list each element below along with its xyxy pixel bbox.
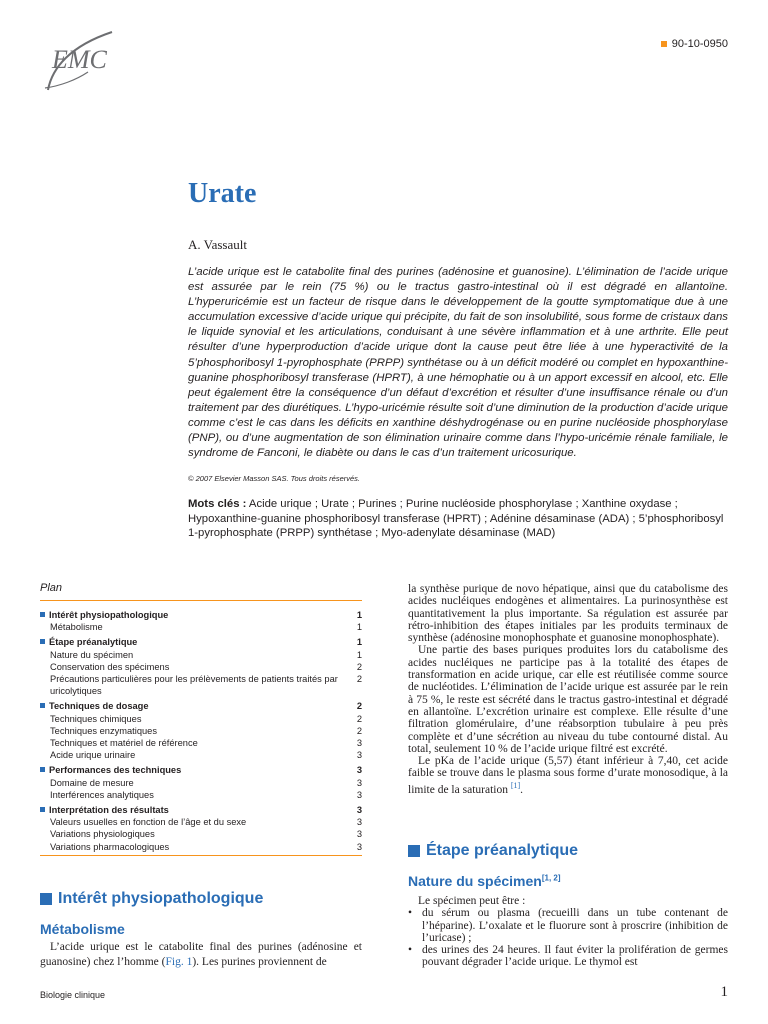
figure-link[interactable]: Fig. 1: [165, 956, 193, 969]
plan-entry-page: 1: [356, 622, 362, 633]
plan-entry-label: Acide urique urinaire: [50, 750, 136, 761]
plan-entry-page: 3: [356, 765, 362, 776]
plan-subsection[interactable]: [40, 737, 362, 749]
plan-entry-page: 3: [356, 829, 362, 840]
plan-entry-page: 3: [356, 805, 362, 816]
keywords: [188, 497, 728, 541]
reference-link[interactable]: [1]: [510, 780, 521, 790]
heading-metabolisme: Métabolisme: [40, 921, 125, 937]
plan-subsection[interactable]: [40, 725, 362, 737]
plan-entry-page: 1: [356, 610, 362, 620]
plan-subsection[interactable]: [40, 789, 362, 801]
plan-entry-page: 3: [356, 789, 362, 800]
plan-entry-label: Conservation des spécimens: [50, 661, 170, 672]
footer-journal: Biologie clinique: [40, 990, 106, 1000]
logo-text: EMC: [52, 45, 107, 74]
plan-entry-page: 3: [356, 817, 362, 828]
heading-nature-text: Nature du spécimen: [408, 873, 542, 889]
specimen-list: [408, 907, 728, 968]
heading-square-icon: [408, 845, 420, 857]
plan-entry-label: Variations pharmacologiques: [50, 841, 170, 852]
copyright: © 2007 Elsevier Masson SAS. Tous droits réservés.: [188, 474, 360, 483]
abstract: L’acide urique est le catabolite final des purines (adénosine et guanosine). L’élimination de l’acide urique est assurée par le rein (75 %) ou le tractus gastro-intestinal où il est dégradé en allantoïne. L’hyperuricémie est un facteur de risque dans le développement de la goutte symptomatique due à une accumulation excessive d’acide urique qui précipite, du fait de son insolubilité, sous forme de cristaux dans le liquide synovial et les articulations, conduisant à une sévère inflammation et à une arthrite. Elle peut résulter d’une hyperproduction d’acide urique dont la cause peut être liée à une hyperactivité de la 5’phosphoribosyl 1-pyrophosphate (PRPP) synthétase ou à un déficit modéré ou complet en hypoxanthine-guanine phosphoribosyl transferase (HPRT), à une hémophatie ou à un apport excessif en alcool, etc. Elle peut également être la conséquence d’un défaut d’excrétion et résulter d’une insuffisance rénale ou d’un traitement par des diurétiques. L’hypo-uricémie résulte soit d’une diminution de la production d’acide urique comme c’est le cas dans les déficits en xanthine déshydrogénase ou en purine nucléoside phosphorylase (PNP), ou d’une augmentation de son élimination urinaire comme dans l’hypo-uricémie rénale familiale, le syndrome de Fanconi, le diabète ou dans le cas d’un traitement uricosurique.: [188, 266, 728, 460]
plan-entry-page: 1: [356, 649, 362, 660]
plan-entry-page: 1: [356, 637, 362, 648]
plan-box: [40, 582, 362, 856]
plan-entry-label: Variations physiologiques: [50, 829, 155, 840]
plan-entry-page: 2: [356, 674, 362, 685]
reference-link[interactable]: [1, 2]: [541, 873, 561, 883]
plan-entry-page: 2: [356, 725, 362, 736]
heading-square-icon: [40, 893, 52, 905]
plan-entry-page: 3: [356, 750, 362, 761]
specimen-intro: Le spécimen peut être :: [418, 895, 526, 907]
plan-entry-label: Nature du spécimen: [50, 649, 134, 660]
specimen-section: [408, 895, 728, 969]
plan-entry-label: Techniques de dosage: [40, 700, 348, 712]
plan-entry-label: Valeurs usuelles en fonction de l’âge et du sexe: [50, 817, 247, 828]
document-id-text: 90-10-0950: [671, 38, 728, 50]
right-column: [408, 583, 728, 796]
plan-section[interactable]: [40, 764, 362, 776]
page-number: 1: [720, 984, 728, 1000]
plan-section[interactable]: [40, 700, 362, 712]
plan-entry-page: 2: [356, 661, 362, 672]
plan-entry-page: 3: [356, 738, 362, 749]
plan-entry-label: Techniques chimiques: [50, 713, 142, 724]
plan-subsection[interactable]: [40, 713, 362, 725]
plan-entry-label: Interférences analytiques: [50, 789, 154, 800]
plan-title: Plan: [40, 582, 362, 601]
metabolisme-paragraph: [40, 940, 362, 970]
heading-interet-text: Intérêt physiopathologique: [58, 890, 264, 907]
plan-subsection[interactable]: [40, 621, 362, 633]
plan-entry-label: Précautions particulières pour les prélèvements de patients traités par uricolytiques: [50, 674, 338, 697]
plan-subsection[interactable]: [40, 828, 362, 840]
plan-section[interactable]: [40, 636, 362, 648]
article-author: A. Vassault: [188, 237, 247, 252]
plan-subsection[interactable]: [40, 841, 362, 853]
para3-end: .: [520, 783, 524, 796]
keywords-label: Mots clés :: [188, 498, 247, 510]
plan-entry-page: 3: [356, 841, 362, 852]
orange-square-icon: [661, 41, 667, 47]
keywords-text: Acide urique ; Urate ; Purines ; Purine nucléoside phosphorylase ; Xanthine oxydase ; Hypoxanthine-guanine phosphoribosyl transferase (HPRT) ; Adénine désaminase (ADA) ; 5’phosphoribosyl 1-pyrophosphate (PRPP) synthétase ; Myo-adenylate désaminase (MAD): [188, 498, 724, 540]
para-text-2: ). Les purines proviennent de: [192, 956, 327, 969]
specimen-list-item: • du sérum ou plasma (recueilli dans un tube contenant de l’héparine). L’oxalate et le fluorure sont à proscrire (inhibition de l’uricase) ;: [408, 907, 728, 944]
plan-subsection[interactable]: [40, 661, 362, 673]
article-title: Urate: [188, 178, 257, 209]
right-paragraph-3: [408, 755, 728, 796]
plan-entry-label: Interprétation des résultats: [40, 804, 348, 816]
plan-entry-label: Techniques enzymatiques: [50, 725, 157, 736]
heading-nature: [408, 873, 561, 889]
plan-entry-label: Intérêt physiopathologique: [40, 609, 348, 621]
plan-subsection[interactable]: [40, 749, 362, 761]
plan-subsection[interactable]: [40, 673, 362, 697]
heading-etape-text: Étape préanalytique: [426, 842, 579, 859]
plan-entry-label: Domaine de mesure: [50, 777, 134, 788]
heading-interet: [40, 890, 263, 908]
plan-entry-label: Étape préanalytique: [40, 636, 348, 648]
emc-logo: [40, 28, 120, 98]
specimen-list-item: • des urines des 24 heures. Il faut éviter la prolifération de germes pouvant dégrader l’acide urique. Le thymol est: [408, 944, 728, 969]
plan-subsection[interactable]: [40, 777, 362, 789]
para3-text: Le pKa de l’acide urique (5,57) étant inférieur à 7,40, cet acide faible se trouve dans le plasma sous forme d’urate monosodique, à la limite de la saturation: [408, 755, 728, 796]
plan-entry-page: 2: [356, 713, 362, 724]
plan-entry-page: 2: [356, 701, 362, 712]
right-paragraph-2: Une partie des bases puriques produites lors du catabolisme des acides nucléiques ne participe pas à la totalité des étapes de transformation en acide urique, car elle est réutilisée comme source de nucléotides. L’élimination de l’acide urique est assurée par le rein à 75 %, le reste est sécrété dans le tractus gastro-intestinal et dégradé en allantoïne. L’excrétion urinaire est complexe. Elle résulte d’une filtration glomérulaire, d’une réabsorption tubulaire à peu près complète et d’une sécrétion au niveau du tube contourné distal. Au total, seulement 10 % de l’acide urique filtré est excrété.: [408, 644, 728, 755]
plan-entry-page: 3: [356, 777, 362, 788]
para-text-1: L’acide urique est le catabolite final des purines (adénosine et guanosine) chez l’homme (: [40, 941, 362, 969]
plan-entry-label: Performances des techniques: [40, 764, 348, 776]
heading-etape: [408, 842, 578, 860]
plan-entry-label: Métabolisme: [50, 622, 103, 633]
document-id: [661, 38, 728, 50]
plan-subsection[interactable]: [40, 816, 362, 828]
plan-list: [40, 609, 362, 856]
plan-section[interactable]: [40, 609, 362, 621]
plan-entry-label: Techniques et matériel de référence: [50, 738, 198, 749]
right-paragraph-1: la synthèse purique de novo hépatique, ainsi que du catabolisme des acides nucléiques endogènes et alimentaires. La purinosynthèse est quantitativement la plus importante. Sa régulation est assurée par rétro-inhibition des étapes initiales par les produits terminaux de synthèse (adénosine monophosphate et guanosine monophosphate).: [408, 583, 728, 645]
plan-section[interactable]: [40, 804, 362, 816]
plan-subsection[interactable]: [40, 649, 362, 661]
